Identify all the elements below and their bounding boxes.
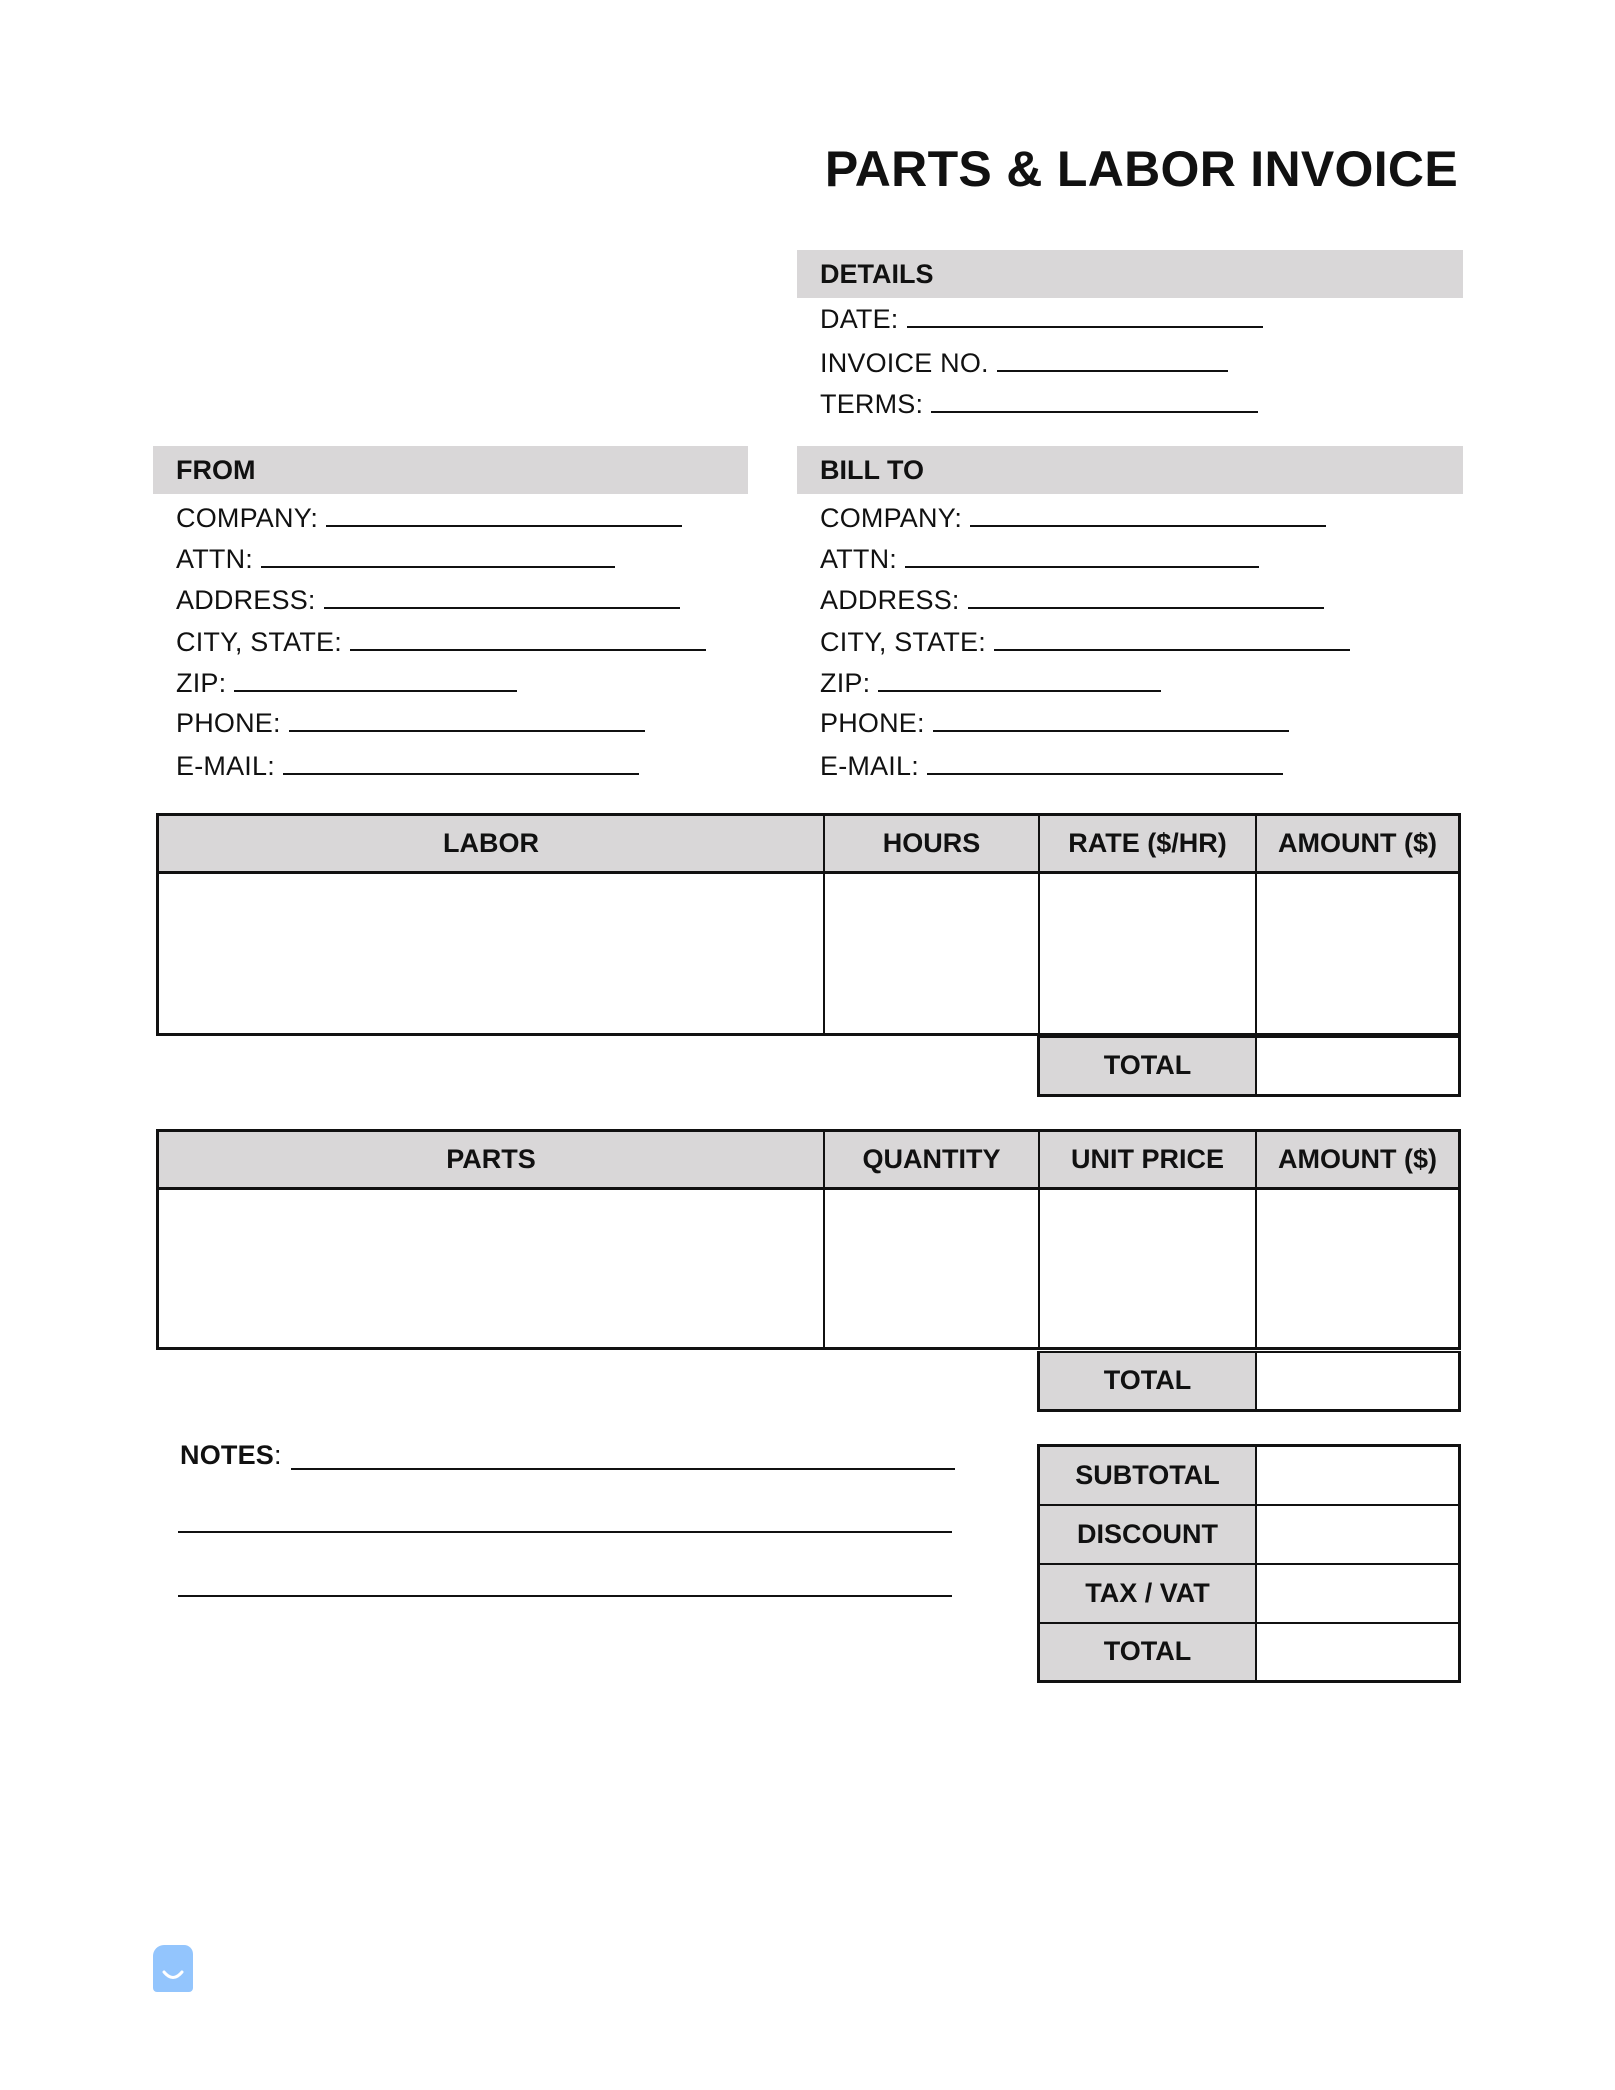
- grand-total-label: TOTAL: [1039, 1623, 1257, 1682]
- from-zip-field[interactable]: [176, 666, 517, 699]
- bill-to-attn-field[interactable]: [820, 542, 1259, 575]
- from-address-field[interactable]: [176, 583, 680, 616]
- tax-vat-value[interactable]: [1256, 1564, 1460, 1623]
- from-phone-field[interactable]: [176, 706, 645, 739]
- zip-input-line[interactable]: [878, 666, 1161, 692]
- e-mail-label: E-MAIL:: [176, 751, 275, 781]
- company-input-line[interactable]: [326, 501, 682, 527]
- address-input-line[interactable]: [968, 583, 1324, 609]
- parts-amount-cell[interactable]: [1256, 1189, 1460, 1349]
- e-mail-input-line[interactable]: [283, 749, 639, 775]
- labor-hours-cell[interactable]: [824, 873, 1039, 1035]
- bill-to-header: BILL TO: [797, 446, 1463, 494]
- city-state-input-line[interactable]: [350, 625, 706, 651]
- address-label: ADDRESS:: [176, 585, 316, 615]
- subtotal-label: SUBTOTAL: [1039, 1446, 1257, 1505]
- subtotal-value[interactable]: [1256, 1446, 1460, 1505]
- tax-vat-label: TAX / VAT: [1039, 1564, 1257, 1623]
- invoice-no-input-line[interactable]: [997, 346, 1228, 372]
- bill-to-company-field[interactable]: [820, 501, 1326, 534]
- labor-total-table: [1037, 1036, 1461, 1097]
- unit-price-column-header: UNIT PRICE: [1039, 1131, 1256, 1189]
- attn-input-line[interactable]: [905, 542, 1259, 568]
- invoice-title: PARTS & LABOR INVOICE: [824, 141, 1458, 197]
- zip-label: ZIP:: [820, 668, 871, 698]
- phone-input-line[interactable]: [289, 706, 645, 732]
- company-label: COMPANY:: [176, 503, 319, 533]
- from-city-state-field[interactable]: [176, 625, 706, 658]
- invoice-no-field[interactable]: [820, 346, 1228, 379]
- parts-quantity-cell[interactable]: [824, 1189, 1039, 1349]
- notes-line-2[interactable]: [178, 1531, 952, 1533]
- attn-label: ATTN:: [820, 544, 897, 574]
- discount-value[interactable]: [1256, 1505, 1460, 1564]
- amount-column-header: AMOUNT ($): [1256, 815, 1460, 873]
- parts-amount-column-header: AMOUNT ($): [1256, 1131, 1460, 1189]
- rate-column-header: RATE ($/HR): [1039, 815, 1256, 873]
- discount-label: DISCOUNT: [1039, 1505, 1257, 1564]
- from-header: FROM: [153, 446, 748, 494]
- labor-description-cell[interactable]: [158, 873, 825, 1035]
- details-header: DETAILS: [797, 250, 1463, 298]
- from-company-field[interactable]: [176, 501, 682, 534]
- city-state-input-line[interactable]: [994, 625, 1350, 651]
- smile-logo-icon: [153, 1945, 193, 1992]
- address-label: ADDRESS:: [820, 585, 960, 615]
- terms-input-line[interactable]: [931, 387, 1258, 413]
- notes-line-3[interactable]: [178, 1595, 952, 1597]
- notes-label-text: NOTES: [180, 1440, 275, 1470]
- city-state-label: CITY, STATE:: [176, 627, 342, 657]
- parts-table: [156, 1129, 1461, 1350]
- phone-label: PHONE:: [176, 708, 281, 738]
- date-label: DATE:: [820, 304, 899, 334]
- parts-total-value[interactable]: [1256, 1352, 1460, 1410]
- phone-label: PHONE:: [820, 708, 925, 738]
- zip-input-line[interactable]: [234, 666, 517, 692]
- address-input-line[interactable]: [324, 583, 680, 609]
- labor-amount-cell[interactable]: [1256, 873, 1460, 1035]
- phone-input-line[interactable]: [933, 706, 1289, 732]
- parts-description-cell[interactable]: [158, 1189, 825, 1349]
- labor-total-label: TOTAL: [1039, 1037, 1257, 1095]
- notes-line-1[interactable]: [291, 1468, 955, 1470]
- city-state-label: CITY, STATE:: [820, 627, 986, 657]
- from-attn-field[interactable]: [176, 542, 615, 575]
- parts-total-table: [1037, 1351, 1461, 1412]
- bill-to-e-mail-field[interactable]: [820, 749, 1283, 782]
- labor-rate-cell[interactable]: [1039, 873, 1256, 1035]
- date-input-line[interactable]: [907, 302, 1263, 328]
- labor-total-value[interactable]: [1256, 1037, 1460, 1095]
- invoice-no-label: INVOICE NO.: [820, 348, 989, 378]
- zip-label: ZIP:: [176, 668, 227, 698]
- date-field[interactable]: [820, 302, 1263, 335]
- summary-table: [1037, 1444, 1461, 1683]
- bill-to-zip-field[interactable]: [820, 666, 1161, 699]
- bill-to-city-state-field[interactable]: [820, 625, 1350, 658]
- bill-to-address-field[interactable]: [820, 583, 1324, 616]
- company-input-line[interactable]: [970, 501, 1326, 527]
- labor-table: [156, 813, 1461, 1036]
- parts-unit-price-cell[interactable]: [1039, 1189, 1256, 1349]
- e-mail-label: E-MAIL:: [820, 751, 919, 781]
- from-e-mail-field[interactable]: [176, 749, 639, 782]
- hours-column-header: HOURS: [824, 815, 1039, 873]
- notes-colon: :: [274, 1440, 282, 1470]
- labor-column-header: LABOR: [158, 815, 825, 873]
- attn-label: ATTN:: [176, 544, 253, 574]
- quantity-column-header: QUANTITY: [824, 1131, 1039, 1189]
- company-label: COMPANY:: [820, 503, 963, 533]
- terms-field[interactable]: [820, 387, 1258, 420]
- e-mail-input-line[interactable]: [927, 749, 1283, 775]
- parts-total-label: TOTAL: [1039, 1352, 1257, 1410]
- notes-label: [180, 1440, 282, 1471]
- terms-label: TERMS:: [820, 389, 924, 419]
- bill-to-phone-field[interactable]: [820, 706, 1289, 739]
- parts-column-header: PARTS: [158, 1131, 825, 1189]
- grand-total-value[interactable]: [1256, 1623, 1460, 1682]
- attn-input-line[interactable]: [261, 542, 615, 568]
